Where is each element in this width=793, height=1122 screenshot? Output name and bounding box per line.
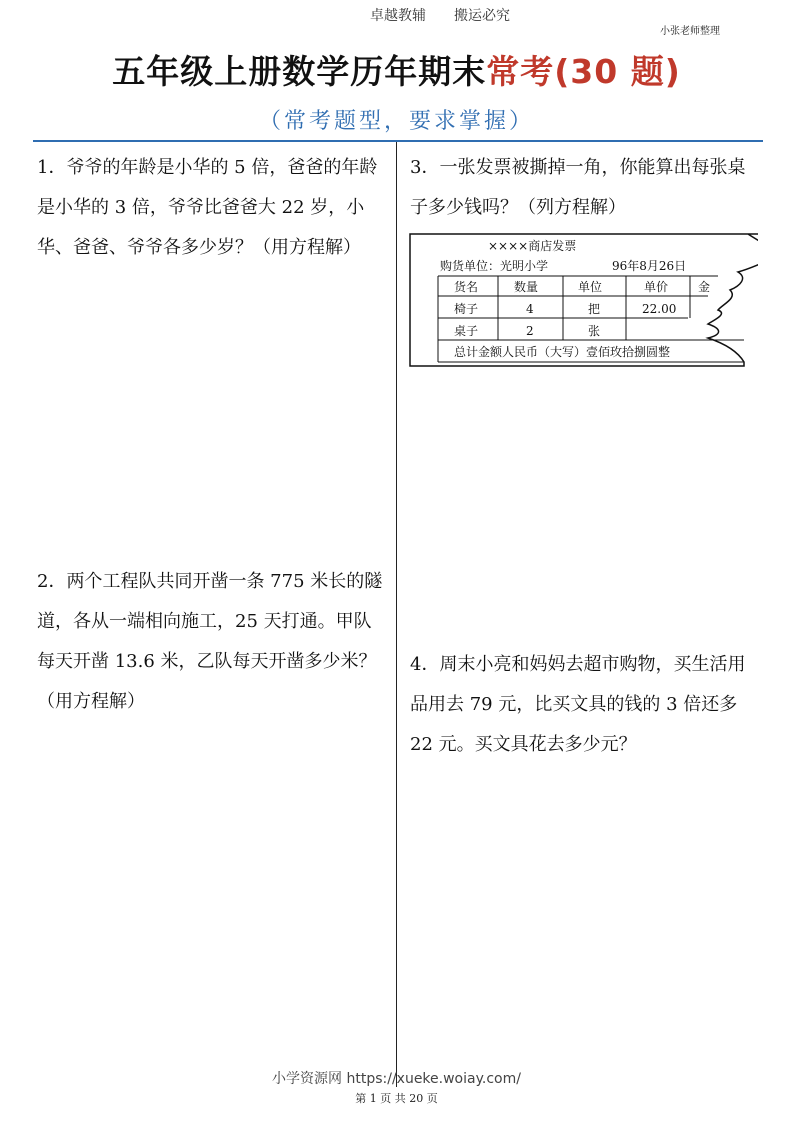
question-4: 4．周末小亮和妈妈去超市购物，买生活用品用去 79 元，比买文具的钱的 3 倍还多 22 元。买文具花去多少元？: [410, 654, 746, 755]
invoice-row-name: 桌子: [454, 324, 479, 338]
invoice-header-name: 货名: [454, 280, 479, 294]
page-subtitle: （常考题型，要求掌握）: [258, 109, 534, 134]
invoice-header-unit: 单位: [578, 280, 603, 294]
page-title: [0, 46, 793, 93]
invoice-row-price: 22.00: [642, 302, 677, 316]
question-2: 2．两个工程队共同开凿一条 775 米长的隧道，各从一端相向施工，25 天打通。甲队每天开凿 13.6 米，乙队每天开凿多少米？（用方程解）: [37, 571, 383, 712]
question-3: 3．一张发票被撕掉一角，你能算出每张桌子多少钱吗？（列方程解）: [410, 157, 746, 218]
invoice-buyer: 购货单位：光明小学: [440, 259, 549, 273]
invoice-header-amount: 金: [698, 280, 711, 294]
invoice-row-unit: 把: [588, 302, 601, 316]
organizer-label: 小张老师整理: [660, 26, 720, 37]
invoice-total: 总计金额人民币（大写）壹佰玫拾捌圆整: [454, 345, 671, 359]
invoice-row-unit: 张: [588, 324, 601, 338]
invoice-date: 96年8月26日: [612, 259, 687, 273]
column-divider: [396, 142, 397, 1087]
title-main: 五年级上册数学历年期末: [112, 52, 487, 91]
torn-invoice: [408, 228, 758, 370]
title-divider: [33, 140, 763, 142]
invoice-header-price: 单价: [644, 280, 669, 294]
footer-url: 小学资源网 https://xueke.woiay.com/: [272, 1071, 521, 1087]
question-1: 1．爷爷的年龄是小华的 5 倍，爸爸的年龄是小华的 3 倍，爷爷比爸爸大 22 岁，小华、爸爸、爷爷各多少岁？（用方程解）: [37, 157, 378, 258]
invoice-row-qty: 2: [526, 324, 534, 338]
invoice-figure: [408, 228, 758, 370]
invoice-title: ××××商店发票: [488, 239, 577, 253]
title-highlight: 常考(30 题): [486, 52, 681, 91]
invoice-header-qty: 数量: [514, 280, 539, 294]
page-number: 第 1 页 共 20 页: [355, 1092, 438, 1105]
header-text: 卓越教辅 搬运必究: [370, 8, 510, 24]
invoice-row-name: 椅子: [454, 302, 479, 316]
invoice-row-qty: 4: [526, 302, 534, 316]
